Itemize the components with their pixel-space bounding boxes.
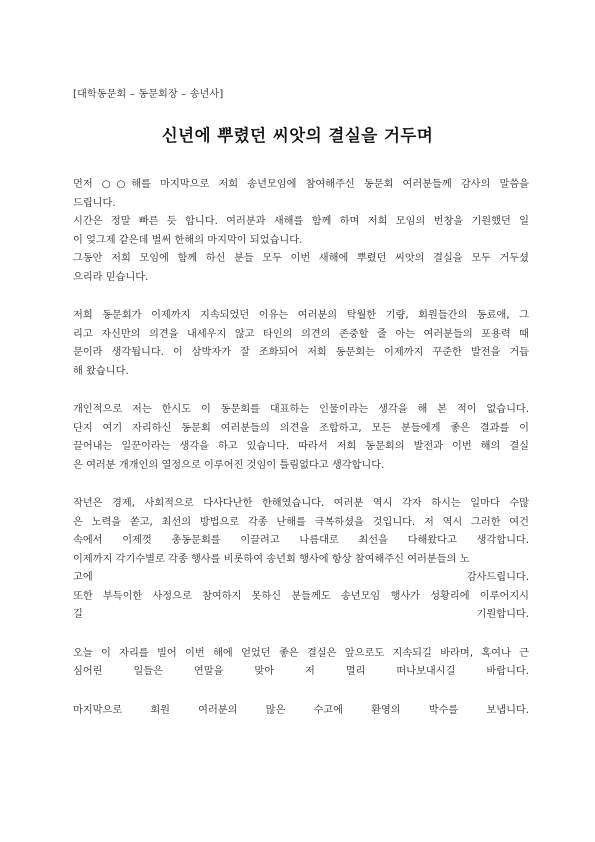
paragraph (73, 176, 529, 287)
paragraph-line: 오늘 이 자리를 빌어 이번 해에 얻었던 좋은 결실은 앞으로도 지속되길 바라며, 혹여나 근 (73, 647, 529, 659)
paragraph-line: 그동안 저희 모임에 함께 하신 분들 모두 이번 새해에 뿌렸던 씨앗의 결실을 모두 거두셨 (73, 253, 529, 264)
paragraph-line: 먼저 ○○해를 마지막으로 저희 송년모임에 참여해주신 동문회 여러분들께 감사의 말씀을 (73, 179, 529, 190)
paragraph-line: 심어린 일들은 연말을 맞아 저 멀리 떠나보내시길 바랍니다. (73, 666, 529, 677)
paragraph (73, 702, 529, 721)
paragraph-line: 끌어내는 일꾼이라는 생각을 하고 있습니다. 따라서 저희 동문회의 발전과 이번 해의 결실 (73, 441, 529, 452)
paragraph-line: 단지 여기 자리하신 동문회 여러분들의 의견을 조합하고, 모든 분들에게 좋은 결과를 이 (73, 422, 529, 434)
paragraph-line: 은 여러분 개개인의 열정으로 이루어진 것임이 틀림없다고 생각합니다. (73, 459, 385, 471)
document-body (73, 176, 529, 740)
paragraph-line: 저희 동문회가 이제까지 지속되었던 이유는 여러분의 탁월한 기량, 회원들간의 동료애, 그 (73, 310, 529, 321)
paragraph-line: 드립니다. (73, 197, 116, 209)
paragraph-line: 길 기원합니다. (73, 609, 529, 620)
paragraph-line: 또한 부득이한 사정으로 참여하지 못하신 분들께도 송년모임 행사가 성황리에 이루어지시 (73, 590, 529, 602)
paragraph (73, 645, 529, 682)
paragraph-line: 고에 감사드립니다. (73, 572, 529, 583)
paragraph-line: 리고 자신만의 의견을 내세우지 않고 타인의 의견의 존중할 줄 아는 여러분들의 포용력 때 (73, 328, 529, 340)
paragraph-line: 이제까지 각기수별로 각종 행사를 비롯하여 송년회 행사에 항상 참여해주신 여러분들의 노 (73, 553, 470, 565)
paragraph-line: 마지막으로 회원 여러분의 많은 수고에 환영의 박수를 보냅니다. (73, 704, 529, 716)
paragraph-line: 작년은 경제, 사회적으로 다사다난한 한해였습니다. 여러분 역시 각자 하시는 일마다 수많 (73, 498, 529, 509)
paragraph (73, 307, 529, 381)
paragraph-line: 해 왔습니다. (73, 365, 129, 377)
paragraph-line: 개인적으로 저는 한시도 이 동문회를 대표하는 인물이라는 생각을 해 본 적이 없습니다. (73, 404, 529, 415)
document-title: 신년에 뿌렸던 씨앗의 결실을 거두며 (161, 126, 434, 145)
paragraph-line: 으리라 믿습니다. (73, 271, 149, 283)
paragraph-line: 속에서 이제껏 총동문회를 이끌려고 나름대로 최선을 다해왔다고 생각합니다. (73, 535, 529, 546)
paragraph-line: 시간은 정말 빠른 듯 합니다. 여러분과 새해를 함께 하며 저희 모임의 번창을 기원했던 일 (73, 216, 529, 227)
paragraph-line: 문이라 생각됩니다. 이 삼박자가 잘 조화되어 저희 동문회는 이제까지 꾸준한 발전을 거듭 (73, 347, 529, 358)
paragraph-line: 은 노력을 쏟고, 최선의 방법으로 각종 난해를 극복하셨을 것입니다. 저 역시 그러한 여건 (73, 516, 529, 528)
paragraph (73, 401, 529, 475)
paragraph-line: 이 엊그제 같은데 벌써 한해의 마지막이 되었습니다. (73, 234, 303, 246)
document-category: [대학동문회 – 동문회장 – 송년사] (73, 89, 224, 100)
paragraph (73, 495, 529, 625)
